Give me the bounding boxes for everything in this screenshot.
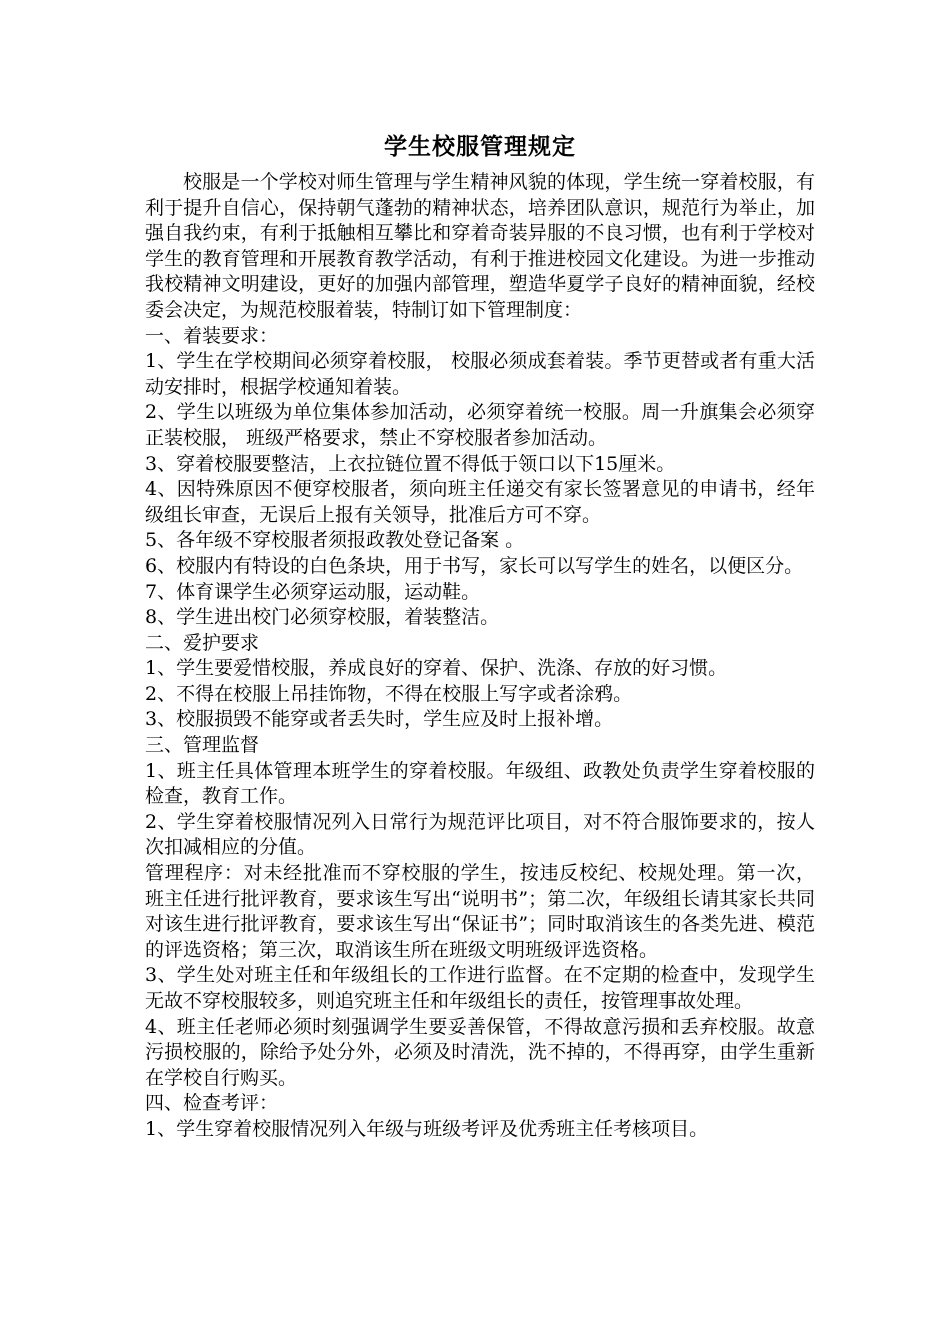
list-item: 2、学生以班级为单位集体参加活动，必须穿着统一校服。周一升旗集会必须穿正装校服， 班级严格要求，禁止不穿校服者参加活动。 (145, 401, 815, 449)
list-item: 3、穿着校服要整洁，上衣拉链位置不得低于领口以下15厘米。 (145, 452, 676, 475)
list-item: 8、学生进出校门必须穿校服，着装整洁。 (145, 606, 500, 629)
intro-paragraph: 校服是一个学校对师生管理与学生精神风貌的体现，学生统一穿着校服，有利于提升自信心，保持朝气蓬勃的精神状态，培养团队意识，规范行为举止，加强自我约束，有利于抵触相互攀比和穿着奇装异服的不良习惯，也有利于学校对学生的教育管理和开展教育教学活动，有利于推进校园文化建设。为进一步推动我校精神文明建设，更好的加强内部管理，塑造华夏学子良好的精神面貌，经校委会决定，为规范校服着装，特制订如下管理制度： (145, 171, 815, 321)
section-heading: 二、爱护要求 (145, 631, 260, 654)
list-item: 3、学生处对班主任和年级组长的工作进行监督。在不定期的检查中，发现学生无故不穿校服较多，则追究班主任和年级组长的责任，按管理事故处理。 (145, 964, 815, 1012)
list-item: 6、校服内有特设的白色条块，用于书写，家长可以写学生的姓名，以便区分。 (145, 554, 804, 577)
list-item: 1、班主任具体管理本班学生的穿着校服。年级组、政教处负责学生穿着校服的检查，教育工作。 (145, 759, 815, 808)
section-inspection-evaluation (145, 1091, 815, 1142)
list-item: 4、班主任老师必须时刻强调学生要妥善保管，不得故意污损和丢弃校服。故意污损校服的，除给予处分外，必须及时清洗，洗不掉的，不得再穿，由学生重新在学校自行购买。 (145, 1015, 815, 1089)
list-item: 管理程序：对未经批准而不穿校服的学生，按违反校纪、校规处理。第一次， 班主任进行批评教育，要求该生写出“说明书”；第二次，年级组长请其家长共同对该生进行批评教育，要求该生写出“保证书”；同时取消该生的各类先进、模范的评选资格；第三次，取消该生所在班级文明班级评选资格。 (145, 862, 815, 961)
list-item: 1、学生要爱惜校服，养成良好的穿着、保护、洗涤、存放的好习惯。 (145, 657, 728, 680)
list-item: 5、各年级不穿校服者须报政教处登记备案 。 (145, 529, 525, 552)
list-item: 1、学生在学校期间必须穿着校服， 校服必须成套着装。季节更替或者有重大活动安排时，根据学校通知着装。 (145, 350, 815, 398)
section-management-supervision (145, 733, 815, 1091)
section-heading: 四、检查考评： (145, 1092, 279, 1115)
list-item: 7、体育课学生必须穿运动服，运动鞋。 (145, 580, 481, 603)
list-item: 4、因特殊原因不便穿校服者，须向班主任递交有家长签署意见的申请书，经年级组长审查，无误后上报有关领导，批准后方可不穿。 (145, 478, 815, 526)
section-care-requirements (145, 631, 815, 733)
list-item: 2、学生穿着校服情况列入日常行为规范评比项目，对不符合服饰要求的，按人次扣减相应的分值。 (145, 810, 815, 859)
section-dress-requirements (145, 324, 815, 631)
list-item: 2、不得在校服上吊挂饰物，不得在校服上写字或者涂鸦。 (145, 682, 633, 705)
section-heading: 一、着装要求： (145, 324, 279, 347)
section-heading: 三、管理监督 (145, 734, 260, 757)
document-page (145, 130, 815, 1143)
list-item: 3、校服损毁不能穿或者丢失时，学生应及时上报补增。 (145, 708, 614, 731)
list-item: 1、学生穿着校服情况列入年级与班级考评及优秀班主任考核项目。 (145, 1117, 709, 1140)
document-title: 学生校服管理规定 (384, 134, 576, 160)
document-body (145, 170, 815, 1143)
